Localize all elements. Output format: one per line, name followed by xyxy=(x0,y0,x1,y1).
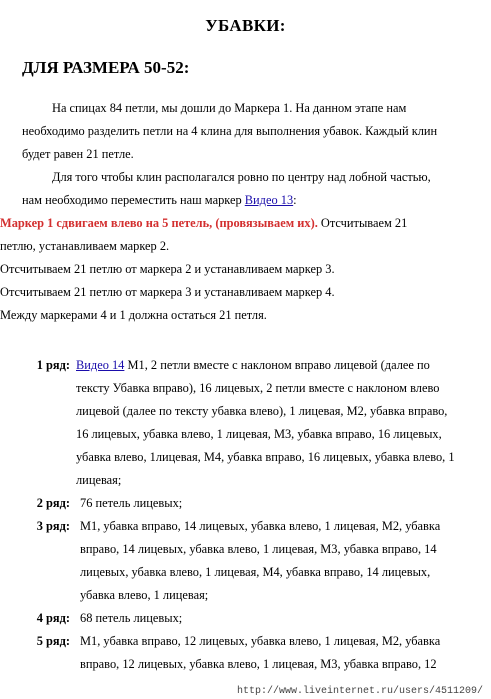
row-label: 1 ряд: xyxy=(36,358,70,372)
row-text-line: М1, убавка вправо, 12 лицевых, убавка влево, 1 лицевая, М2, убавка xyxy=(80,634,441,648)
page-title: УБАВКИ: xyxy=(205,16,286,35)
marker-highlight: Маркер 1 сдвигаем влево на 5 петель, (провязываем их). xyxy=(0,216,318,230)
video-14-link[interactable]: Видео 14 xyxy=(76,358,125,372)
intro-line: будет равен 21 петле. xyxy=(22,147,134,161)
row-text-line xyxy=(76,358,430,373)
row-text-line: 68 петель лицевых; xyxy=(80,611,183,625)
intro-line: Между маркерами 4 и 1 должна остаться 21 петля. xyxy=(0,308,267,322)
intro-line-with-link xyxy=(22,193,297,208)
row-text-line: вправо, 14 лицевых, убавка влево, 1 лицевая, М3, убавка вправо, 14 xyxy=(80,542,437,556)
intro-text: : xyxy=(293,193,297,207)
row-text-line: вправо, 12 лицевых, убавка влево, 1 лицевая, М3, убавка вправо, 12 xyxy=(80,657,437,671)
row-text-line: М1, убавка вправо, 14 лицевых, убавка влево, 1 лицевая, М2, убавка xyxy=(80,519,441,533)
row-text-line: лицевая; xyxy=(76,473,122,487)
intro-text: нам необходимо переместить наш маркер xyxy=(22,193,245,207)
row-text-line: тексту Убавка вправо), 16 лицевых, 2 петли вместе с наклоном влево xyxy=(76,381,440,395)
watermark-url: http://www.liveinternet.ru/users/4511209/ xyxy=(236,686,483,697)
intro-line: петлю, устанавливаем маркер 2. xyxy=(0,239,170,253)
row-text: М1, 2 петли вместе с наклоном вправо лицевой (далее по xyxy=(124,358,430,372)
intro-line: Отсчитываем 21 петлю от маркера 2 и устанавливаем маркер 3. xyxy=(0,262,335,276)
row-label: 2 ряд: xyxy=(36,496,70,510)
video-13-link[interactable]: Видео 13 xyxy=(244,193,294,207)
intro-line: На спицах 84 петли, мы дошли до Маркера 1. На данном этапе нам xyxy=(52,101,407,115)
row-text-line: 76 петель лицевых; xyxy=(80,496,183,510)
row-text-line: лицевых, убавка влево, 1 лицевая, М4, убавка вправо, 14 лицевых, xyxy=(80,565,431,579)
row-label: 4 ряд: xyxy=(36,611,70,625)
section-heading: ДЛЯ РАЗМЕРА 50-52: xyxy=(22,58,190,77)
intro-line: Отсчитываем 21 петлю от маркера 3 и устанавливаем маркер 4. xyxy=(0,285,335,299)
marker-instruction-line xyxy=(0,216,407,231)
row-text-line: убавка влево, 1лицевая, М4, убавка вправо, 16 лицевых, убавка влево, 1 xyxy=(76,450,455,464)
intro-line: необходимо разделить петли на 4 клина для выполнения убавок. Каждый клин xyxy=(22,124,438,138)
row-label: 5 ряд: xyxy=(36,634,70,648)
row-text-line: убавка влево, 1 лицевая; xyxy=(80,588,209,602)
intro-line: Для того чтобы клин располагался ровно по центру над лобной частью, xyxy=(52,170,431,184)
row-text-line: лицевой (далее по тексту убавка влево), 1 лицевая, М2, убавка вправо, xyxy=(76,404,448,418)
intro-text: Отсчитываем 21 xyxy=(317,216,408,230)
row-label: 3 ряд: xyxy=(36,519,70,533)
row-text-line: 16 лицевых, убавка влево, 1 лицевая, М3, убавка вправо, 16 лицевых, xyxy=(76,427,442,441)
